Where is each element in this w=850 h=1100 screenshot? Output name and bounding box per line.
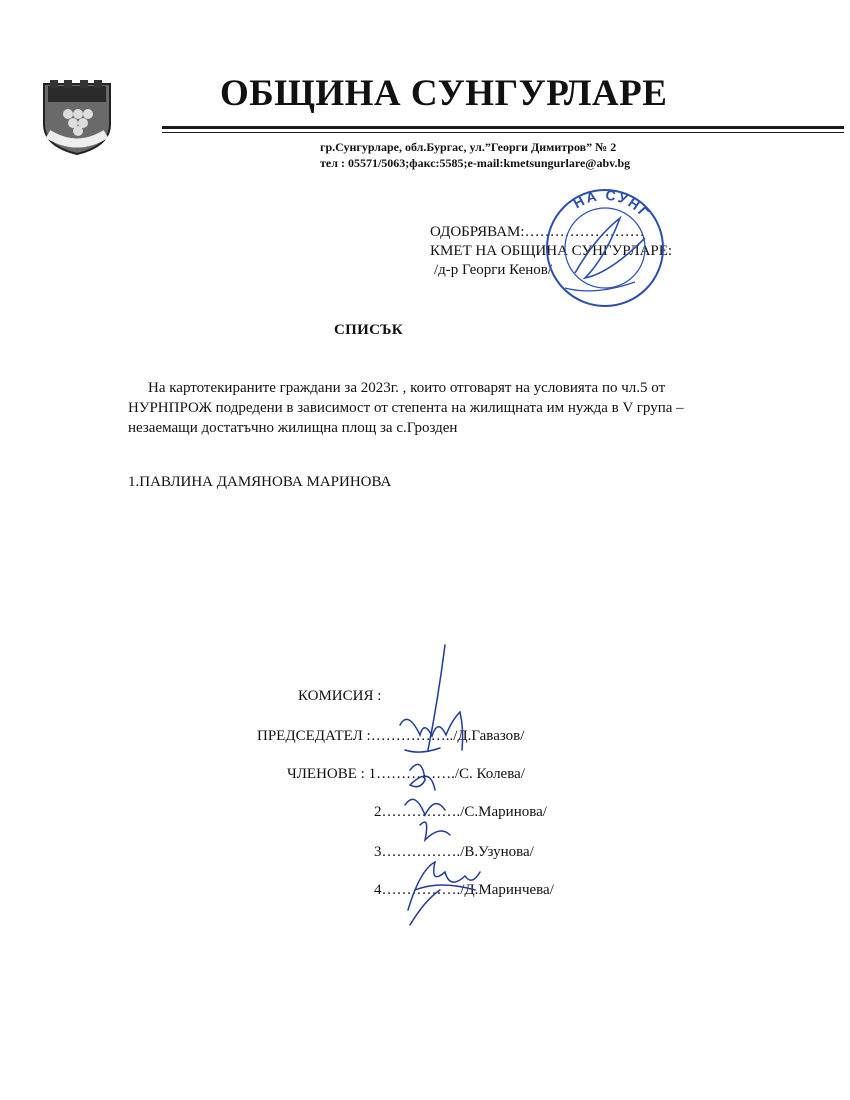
municipality-title: ОБЩИНА СУНГУРЛАРЕ xyxy=(220,73,668,114)
commission-member-1: ЧЛЕНОВЕ : 1……………./С. Колева/ xyxy=(287,766,525,782)
header-address: гр.Сунгурларе, обл.Бургас, ул.”Георги Димитров” № 2 xyxy=(320,140,617,154)
list-item: 1.ПАВЛИНА ДАМЯНОВА МАРИНОВА xyxy=(128,474,392,490)
mayor-name: /д-р Георги Кенов/ xyxy=(434,262,553,278)
mayor-title: КМЕТ НА ОБЩИНА СУНГУРЛАРЕ: xyxy=(430,243,673,259)
header-rule-thin xyxy=(162,132,844,133)
municipality-crest-logo xyxy=(40,80,114,156)
approval-line: ОДОБРЯВАМ:…………………… xyxy=(430,224,645,240)
paragraph-line-1: На картотекираните граждани за 2023г. , които отговарят на условията по чл.5 от xyxy=(148,380,666,396)
official-stamp xyxy=(535,178,675,313)
commission-label: КОМИСИЯ : xyxy=(298,688,382,704)
stamp-text: НА СУНГ xyxy=(570,186,654,222)
commission-member-4: 4……………./Д.Маринчева/ xyxy=(374,882,554,898)
header-contacts: тел : 05571/5063;факс:5585;e-mail:kmetsungurlare@abv.bg xyxy=(320,156,631,170)
handwritten-signatures xyxy=(380,640,490,930)
paragraph-line-2: НУРНПРОЖ подредени в зависимост от степента на жилищната им нужда в V група – xyxy=(128,400,684,416)
header-rule-thick xyxy=(162,126,844,129)
commission-member-2: 2……………./С.Маринова/ xyxy=(374,804,547,820)
document-paragraph xyxy=(128,378,754,438)
document-heading: СПИСЪК xyxy=(334,322,403,338)
svg-text:НА СУНГ xyxy=(570,187,653,222)
commission-member-3: 3……………./В.Узунова/ xyxy=(374,844,534,860)
paragraph-line-3: незаемащи достатъчно жилищна площ за с.Грозден xyxy=(128,420,458,436)
commission-chair: ПРЕДСЕДАТЕЛ :……………../Д.Гавазов/ xyxy=(257,728,525,744)
